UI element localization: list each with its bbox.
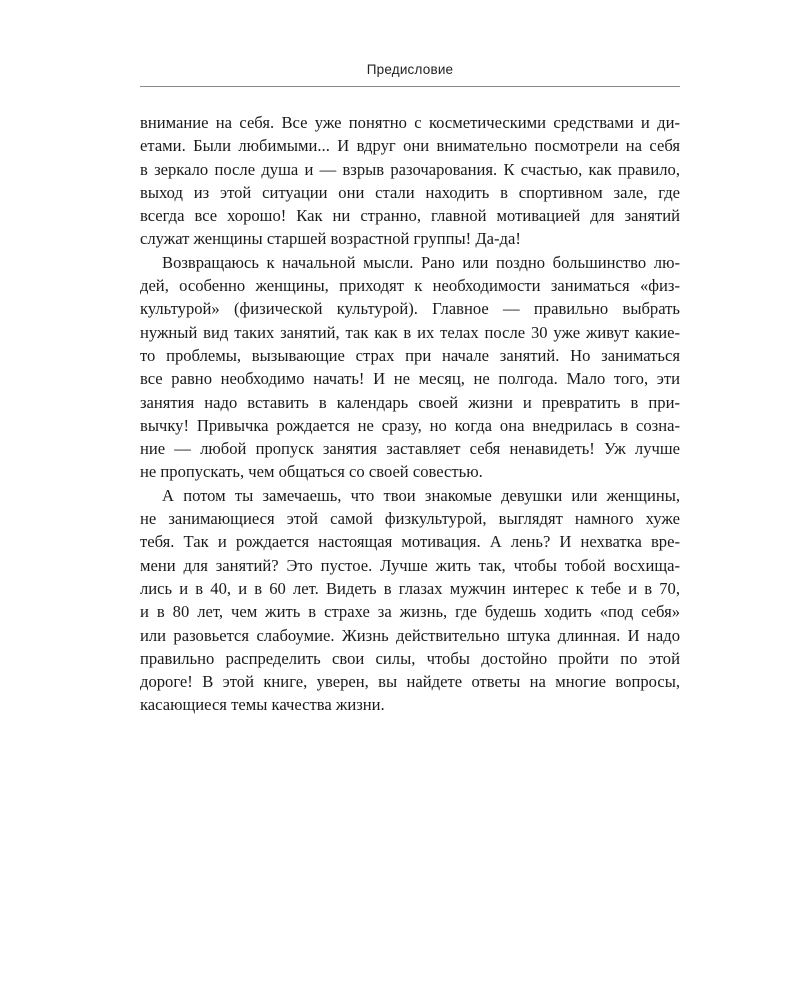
header-divider [140,86,680,87]
text-line: всегда все хорошо! Как ни странно, главной мотивацией для занятий [140,206,680,226]
text-line: нужный вид таких занятий, так как в их телах после 30 уже живут какие- [140,322,680,342]
text-line: ние — любой пропуск занятия заставляет себя ненавидеть! Уж лучше [140,439,680,459]
text-line: Возвращаюсь к начальной мысли. Рано или поздно большинство лю- [162,252,680,272]
text-line: касающиеся темы качества жизни. [140,695,385,715]
text-line: в зеркало после душа и — взрыв разочарования. К счастью, как правило, [140,159,680,179]
text-line: все равно необходимо начать! И не месяц, не полгода. Мало того, эти [140,369,680,389]
text-line: правильно распределить свои силы, чтобы достойно пройти по этой [140,648,680,668]
text-line: дей, особенно женщины, приходят к необходимости заниматься «физ- [140,276,680,296]
text-line: мени для занятий? Это пустое. Лучше жить так, чтобы тобой восхища- [140,555,680,575]
text-line: вычку! Привычка рождается не сразу, но когда она внедрилась в созна- [140,415,680,435]
paragraph-2 [140,251,680,484]
text-line: не пропускать, чем общаться со своей совестью. [140,462,483,482]
text-line: и в 80 лет, чем жить в страхе за жизнь, где будешь ходить «под себя» [140,602,680,622]
text-line: А потом ты замечаешь, что твои знакомые девушки или женщины, [162,485,680,505]
text-line: не занимающиеся этой самой физкультурой, выглядят намного хуже [140,509,680,529]
text-line: культурой» (физической культурой). Главное — правильно выбрать [140,299,680,319]
text-line: тебя. Так и рождается настоящая мотивация. А лень? И нехватка вре- [140,532,680,552]
text-line: дороге! В этой книге, уверен, вы найдете ответы на многие вопросы, [140,672,680,692]
text-line: выход из этой ситуации они стали находить в спортивном зале, где [140,182,680,202]
text-line: етами. Были любимыми... И вдруг они внимательно посмотрели на себя [140,136,680,156]
paragraph-1 [140,111,680,251]
running-header [140,62,680,77]
chapter-title: Предисловие [366,62,454,77]
text-line: внимание на себя. Все уже понятно с косметическими средствами и ди- [140,113,680,132]
body-text [140,111,680,717]
text-line: лись и в 40, и в 60 лет. Видеть в глазах мужчин интерес к тебе и в 70, [140,578,680,598]
paragraph-3 [140,484,680,717]
text-line: или разовьется слабоумие. Жизнь действительно штука длинная. И надо [140,625,680,645]
text-line: занятия надо вставить в календарь своей жизни и превратить в при- [140,392,680,412]
text-line: то проблемы, вызывающие страх при начале занятий. Но заниматься [140,345,680,365]
text-line: служат женщины старшей возрастной группы! Да-да! [140,229,521,249]
